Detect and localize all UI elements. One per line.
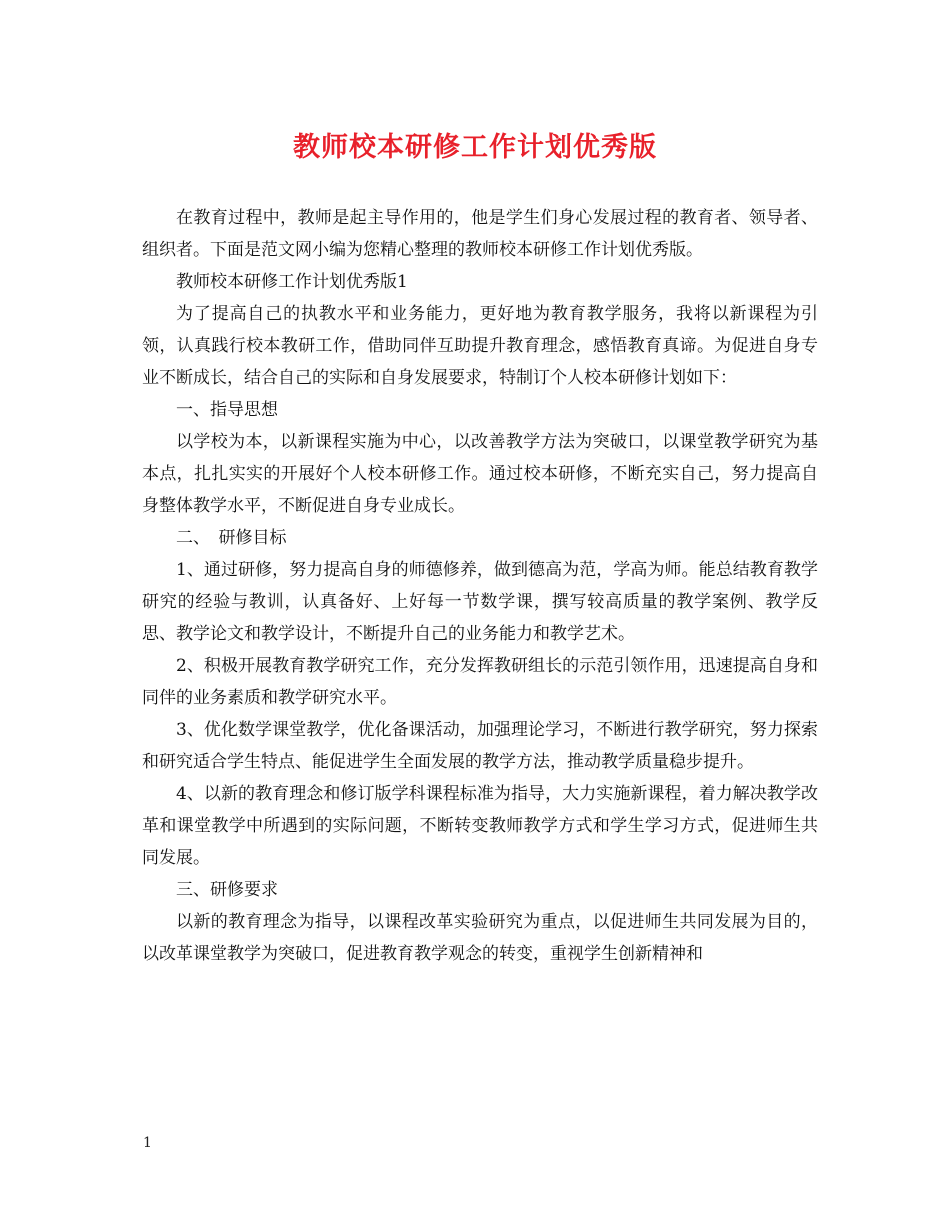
page-number: 1 — [143, 1135, 152, 1151]
intro-paragraph-2: 为了提高自己的执教水平和业务能力，更好地为教育教学服务，我将以新课程为引领，认真践行校本教研工作，借助同伴互助提升教育理念，感悟教育真谛。为促进自身专业不断成长，结合自己的实际和自身发展要求，特制订个人校本研修计划如下： — [142, 304, 818, 388]
goal-paragraph-3: 3、优化数学课堂教学，优化备课活动，加强理论学习，不断进行教学研究，努力探索和研究适合学生特点、能促进学生全面发展的教学方法，推动教学质量稳步提升。 — [142, 720, 818, 772]
goal-paragraph-1: 1、通过研修，努力提高自身的师德修养，做到德高为范，学高为师。能总结教育教学研究的经验与教训，认真备好、上好每一节数学课，撰写较高质量的教学案例、教学反思、教学论文和教学设计，不断提升自己的业务能力和教学艺术。 — [142, 560, 818, 644]
requirements-paragraph: 以新的教育理念为指导，以课程改革实验研究为重点，以促进师生共同发展为目的，以改革课堂教学为突破口，促进教育教学观念的转变，重视学生创新精神和 — [142, 912, 818, 964]
section-heading-research-goals: 二、 研修目标 — [176, 528, 287, 548]
plan-subtitle: 教师校本研修工作计划优秀版1 — [176, 272, 408, 292]
guiding-ideology-paragraph: 以学校为本，以新课程实施为中心，以改善教学方法为突破口，以课堂教学研究为基本点，扎扎实实的开展好个人校本研修工作。通过校本研修，不断充实自己，努力提高自身整体教学水平，不断促进自身专业成长。 — [142, 432, 818, 516]
goal-paragraph-2: 2、积极开展教育教学研究工作，充分发挥教研组长的示范引领作用，迅速提高自身和同伴的业务素质和教学研究水平。 — [142, 656, 818, 708]
section-heading-guiding-ideology: 一、指导思想 — [176, 400, 278, 420]
intro-paragraph-1: 在教育过程中，教师是起主导作用的，他是学生们身心发展过程的教育者、领导者、组织者。下面是范文网小编为您精心整理的教师校本研修工作计划优秀版。 — [142, 208, 818, 260]
section-heading-research-requirements: 三、研修要求 — [176, 880, 278, 900]
document-body — [142, 202, 818, 970]
goal-paragraph-4: 4、以新的教育理念和修订版学科课程标准为指导，大力实施新课程，着力解决教学改革和课堂教学中所遇到的实际问题，不断转变教师教学方式和学生学习方式，促进师生共同发展。 — [142, 784, 818, 868]
document-title: 教师校本研修工作计划优秀版 — [293, 132, 657, 163]
